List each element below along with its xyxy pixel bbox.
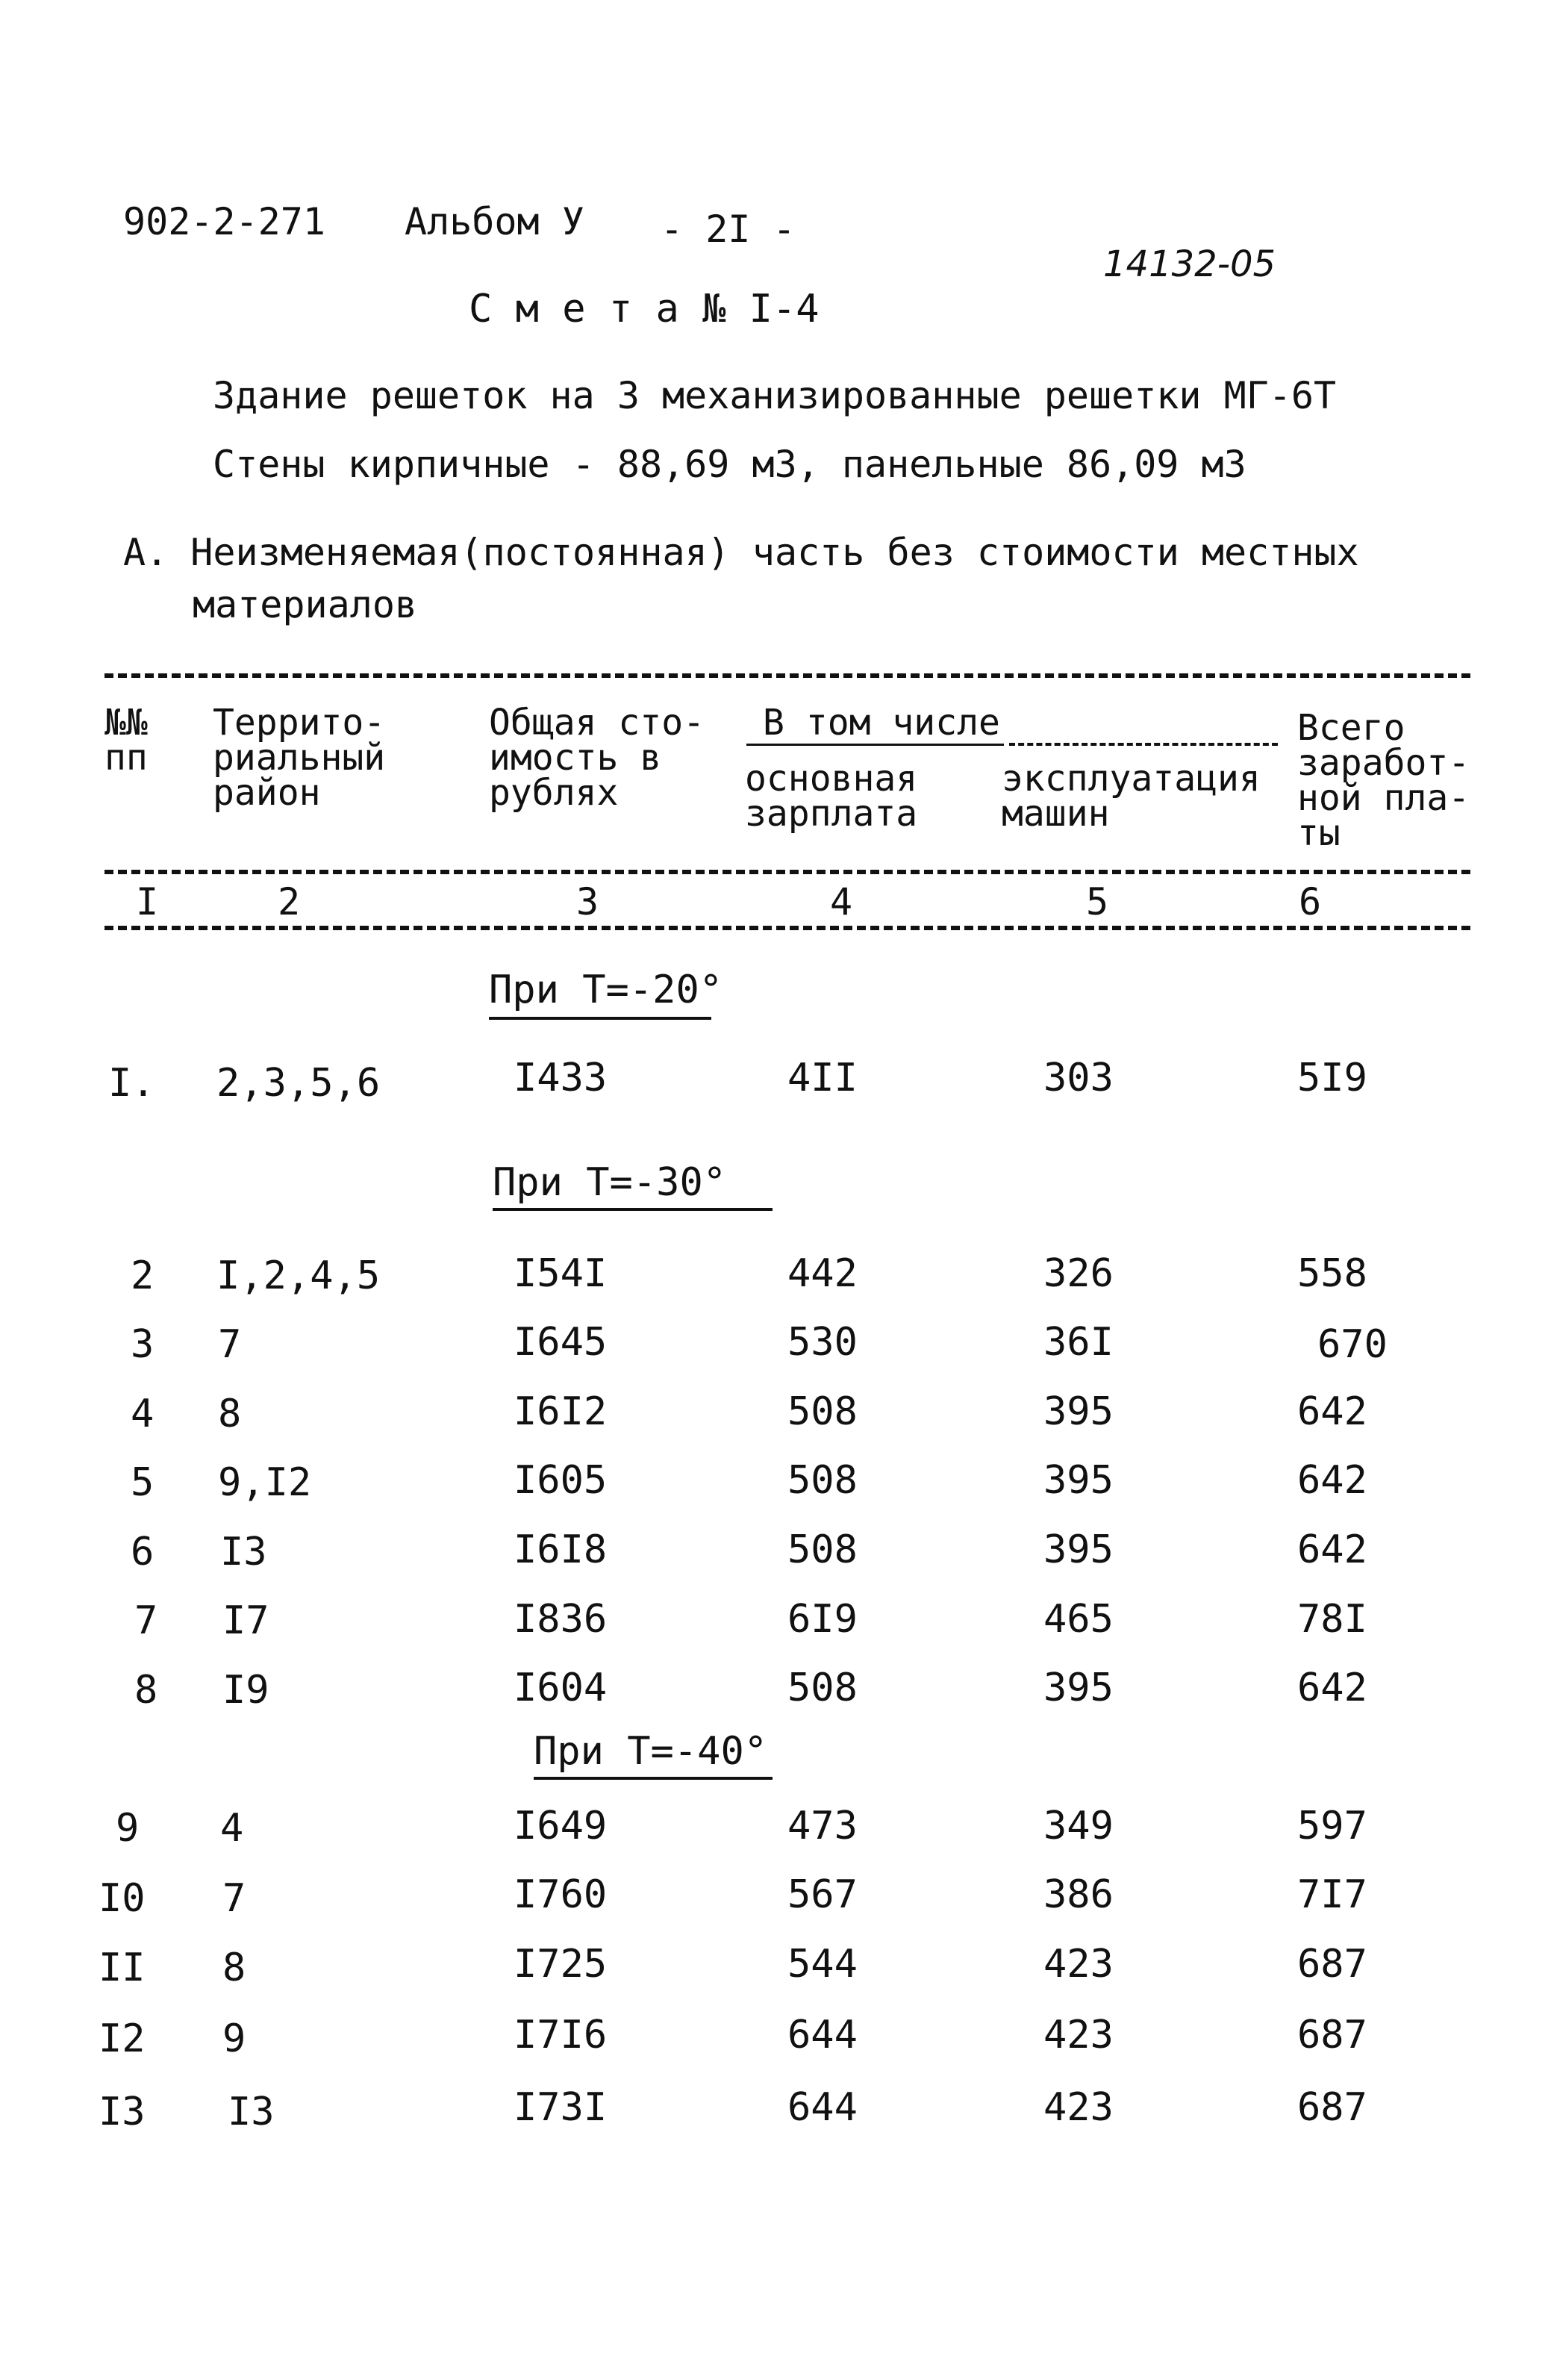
document-code: 902-2-271 [123,200,325,243]
header-base-salary: основная зарплата [745,758,918,835]
header-machine-operation: эксплуатация машин [1002,758,1261,835]
row-6-total-wages: 642 [1297,1527,1367,1572]
row-7-machines: 465 [1043,1597,1114,1642]
row-8-total-cost: I604 [514,1666,608,1710]
row-4-base-salary: 508 [787,1389,858,1434]
walls-description: Стены кирпичные - 88,69 м3, панельные 86,09 м3 [213,443,1246,486]
row-9-number: 9 [116,1806,140,1851]
header-row-number: №№ пп [104,702,148,779]
header-including: В том числе [763,702,1000,744]
column-numbers-top-rule [104,870,1470,874]
group-label-underline [534,1777,773,1780]
section-heading: А. Неизменяемая(постоянная) часть без стоимости местных [123,531,1359,574]
building-description: Здание решеток на 3 механизированные решетки МГ-6Т [213,374,1337,417]
row-5-total-wages: 642 [1297,1458,1367,1503]
row-7-base-salary: 6I9 [787,1597,858,1642]
row-8-district: I9 [222,1668,269,1713]
group-label-underline [493,1208,773,1211]
row-5-machines: 395 [1043,1458,1114,1503]
row-2-number: 2 [131,1253,155,1298]
row-8-base-salary: 508 [787,1666,858,1710]
row-9-machines: 349 [1043,1804,1114,1848]
row-12-machines: 423 [1043,2013,1114,2057]
row-1-number: I. [108,1061,155,1106]
row-4-total-cost: I6I2 [514,1389,608,1434]
row-12-base-salary: 644 [787,2013,858,2057]
row-10-total-cost: I760 [514,1872,608,1917]
row-11-machines: 423 [1043,1942,1114,1987]
row-5-district: 9,I2 [218,1460,312,1505]
row-9-base-salary: 473 [787,1804,858,1848]
row-4-number: 4 [131,1392,155,1436]
row-9-district: 4 [220,1806,244,1851]
row-6-district: I3 [220,1530,267,1574]
row-11-number: II [99,1946,146,1990]
column-number-1: I [136,880,159,923]
row-13-district: I3 [228,2090,275,2134]
row-9-total-wages: 597 [1297,1804,1367,1848]
row-1-district: 2,3,5,6 [216,1061,381,1106]
section-heading-continued: материалов [193,583,418,626]
row-13-total-cost: I73I [514,2085,608,2130]
row-12-number: I2 [99,2016,146,2061]
row-5-total-cost: I605 [514,1458,608,1503]
group-label-underline [489,1017,711,1020]
column-number-2: 2 [278,880,301,923]
row-13-base-salary: 644 [787,2085,858,2130]
group-label-minus-30: При Т=-30° [493,1160,727,1205]
column-number-6: 6 [1299,880,1322,923]
row-3-number: 3 [131,1322,155,1367]
header-total-cost: Общая сто- имость в рублях [489,702,705,814]
row-13-total-wages: 687 [1297,2085,1367,2130]
row-3-district: 7 [218,1322,242,1367]
header-including-underline [746,744,1004,746]
row-7-total-cost: I836 [514,1597,608,1642]
row-6-base-salary: 508 [787,1527,858,1572]
table-top-rule [104,673,1470,678]
row-3-total-cost: I645 [514,1320,608,1365]
row-8-total-wages: 642 [1297,1666,1367,1710]
header-including-rule [1009,743,1278,746]
row-2-total-cost: I54I [514,1251,608,1296]
row-5-base-salary: 508 [787,1458,858,1503]
album-label: Альбом У [405,200,584,243]
row-11-total-wages: 687 [1297,1942,1367,1987]
column-number-5: 5 [1086,880,1109,923]
row-7-number: 7 [134,1598,158,1643]
row-12-district: 9 [222,2016,246,2061]
row-1-machines: 303 [1043,1056,1114,1100]
row-4-district: 8 [218,1392,242,1436]
row-1-base-salary: 4II [787,1056,858,1100]
row-2-base-salary: 442 [787,1251,858,1296]
row-9-total-cost: I649 [514,1804,608,1848]
row-2-district: I,2,4,5 [216,1253,381,1298]
column-number-3: 3 [576,880,599,923]
row-7-total-wages: 78I [1297,1597,1367,1642]
column-number-4: 4 [830,880,853,923]
row-10-district: 7 [222,1876,246,1921]
row-1-total-wages: 5I9 [1297,1056,1367,1100]
column-numbers-bottom-rule [104,926,1470,930]
row-8-number: 8 [134,1668,158,1713]
row-12-total-cost: I7I6 [514,2013,608,2057]
row-5-number: 5 [131,1460,155,1505]
row-11-base-salary: 544 [787,1942,858,1987]
estimate-title: С м е т а № I-4 [469,287,820,331]
row-2-machines: 326 [1043,1251,1114,1296]
row-11-total-cost: I725 [514,1942,608,1987]
row-8-machines: 395 [1043,1666,1114,1710]
row-3-machines: 36I [1043,1320,1114,1365]
page-number: - 2I - [661,208,796,251]
header-territorial-district: Террито- риальный район [213,702,386,814]
row-6-machines: 395 [1043,1527,1114,1572]
row-3-total-wages: 670 [1317,1322,1388,1367]
group-label-minus-20: При Т=-20° [489,968,723,1012]
row-4-total-wages: 642 [1297,1389,1367,1434]
row-2-total-wages: 558 [1297,1251,1367,1296]
row-7-district: I7 [222,1598,269,1643]
group-label-minus-40: При Т=-40° [534,1729,768,1774]
row-10-number: I0 [99,1876,146,1921]
row-10-machines: 386 [1043,1872,1114,1917]
row-4-machines: 395 [1043,1389,1114,1434]
row-13-number: I3 [99,2090,146,2134]
row-3-base-salary: 530 [787,1320,858,1365]
row-1-total-cost: I433 [514,1056,608,1100]
row-10-total-wages: 7I7 [1297,1872,1367,1917]
row-6-number: 6 [131,1530,155,1574]
row-13-machines: 423 [1043,2085,1114,2130]
row-10-base-salary: 567 [787,1872,858,1917]
header-total-wages: Всего заработ- ной пла- ты [1297,707,1470,854]
row-6-total-cost: I6I8 [514,1527,608,1572]
row-12-total-wages: 687 [1297,2013,1367,2057]
handwritten-reference: 14132-05 [1103,243,1276,285]
row-11-district: 8 [222,1946,246,1990]
